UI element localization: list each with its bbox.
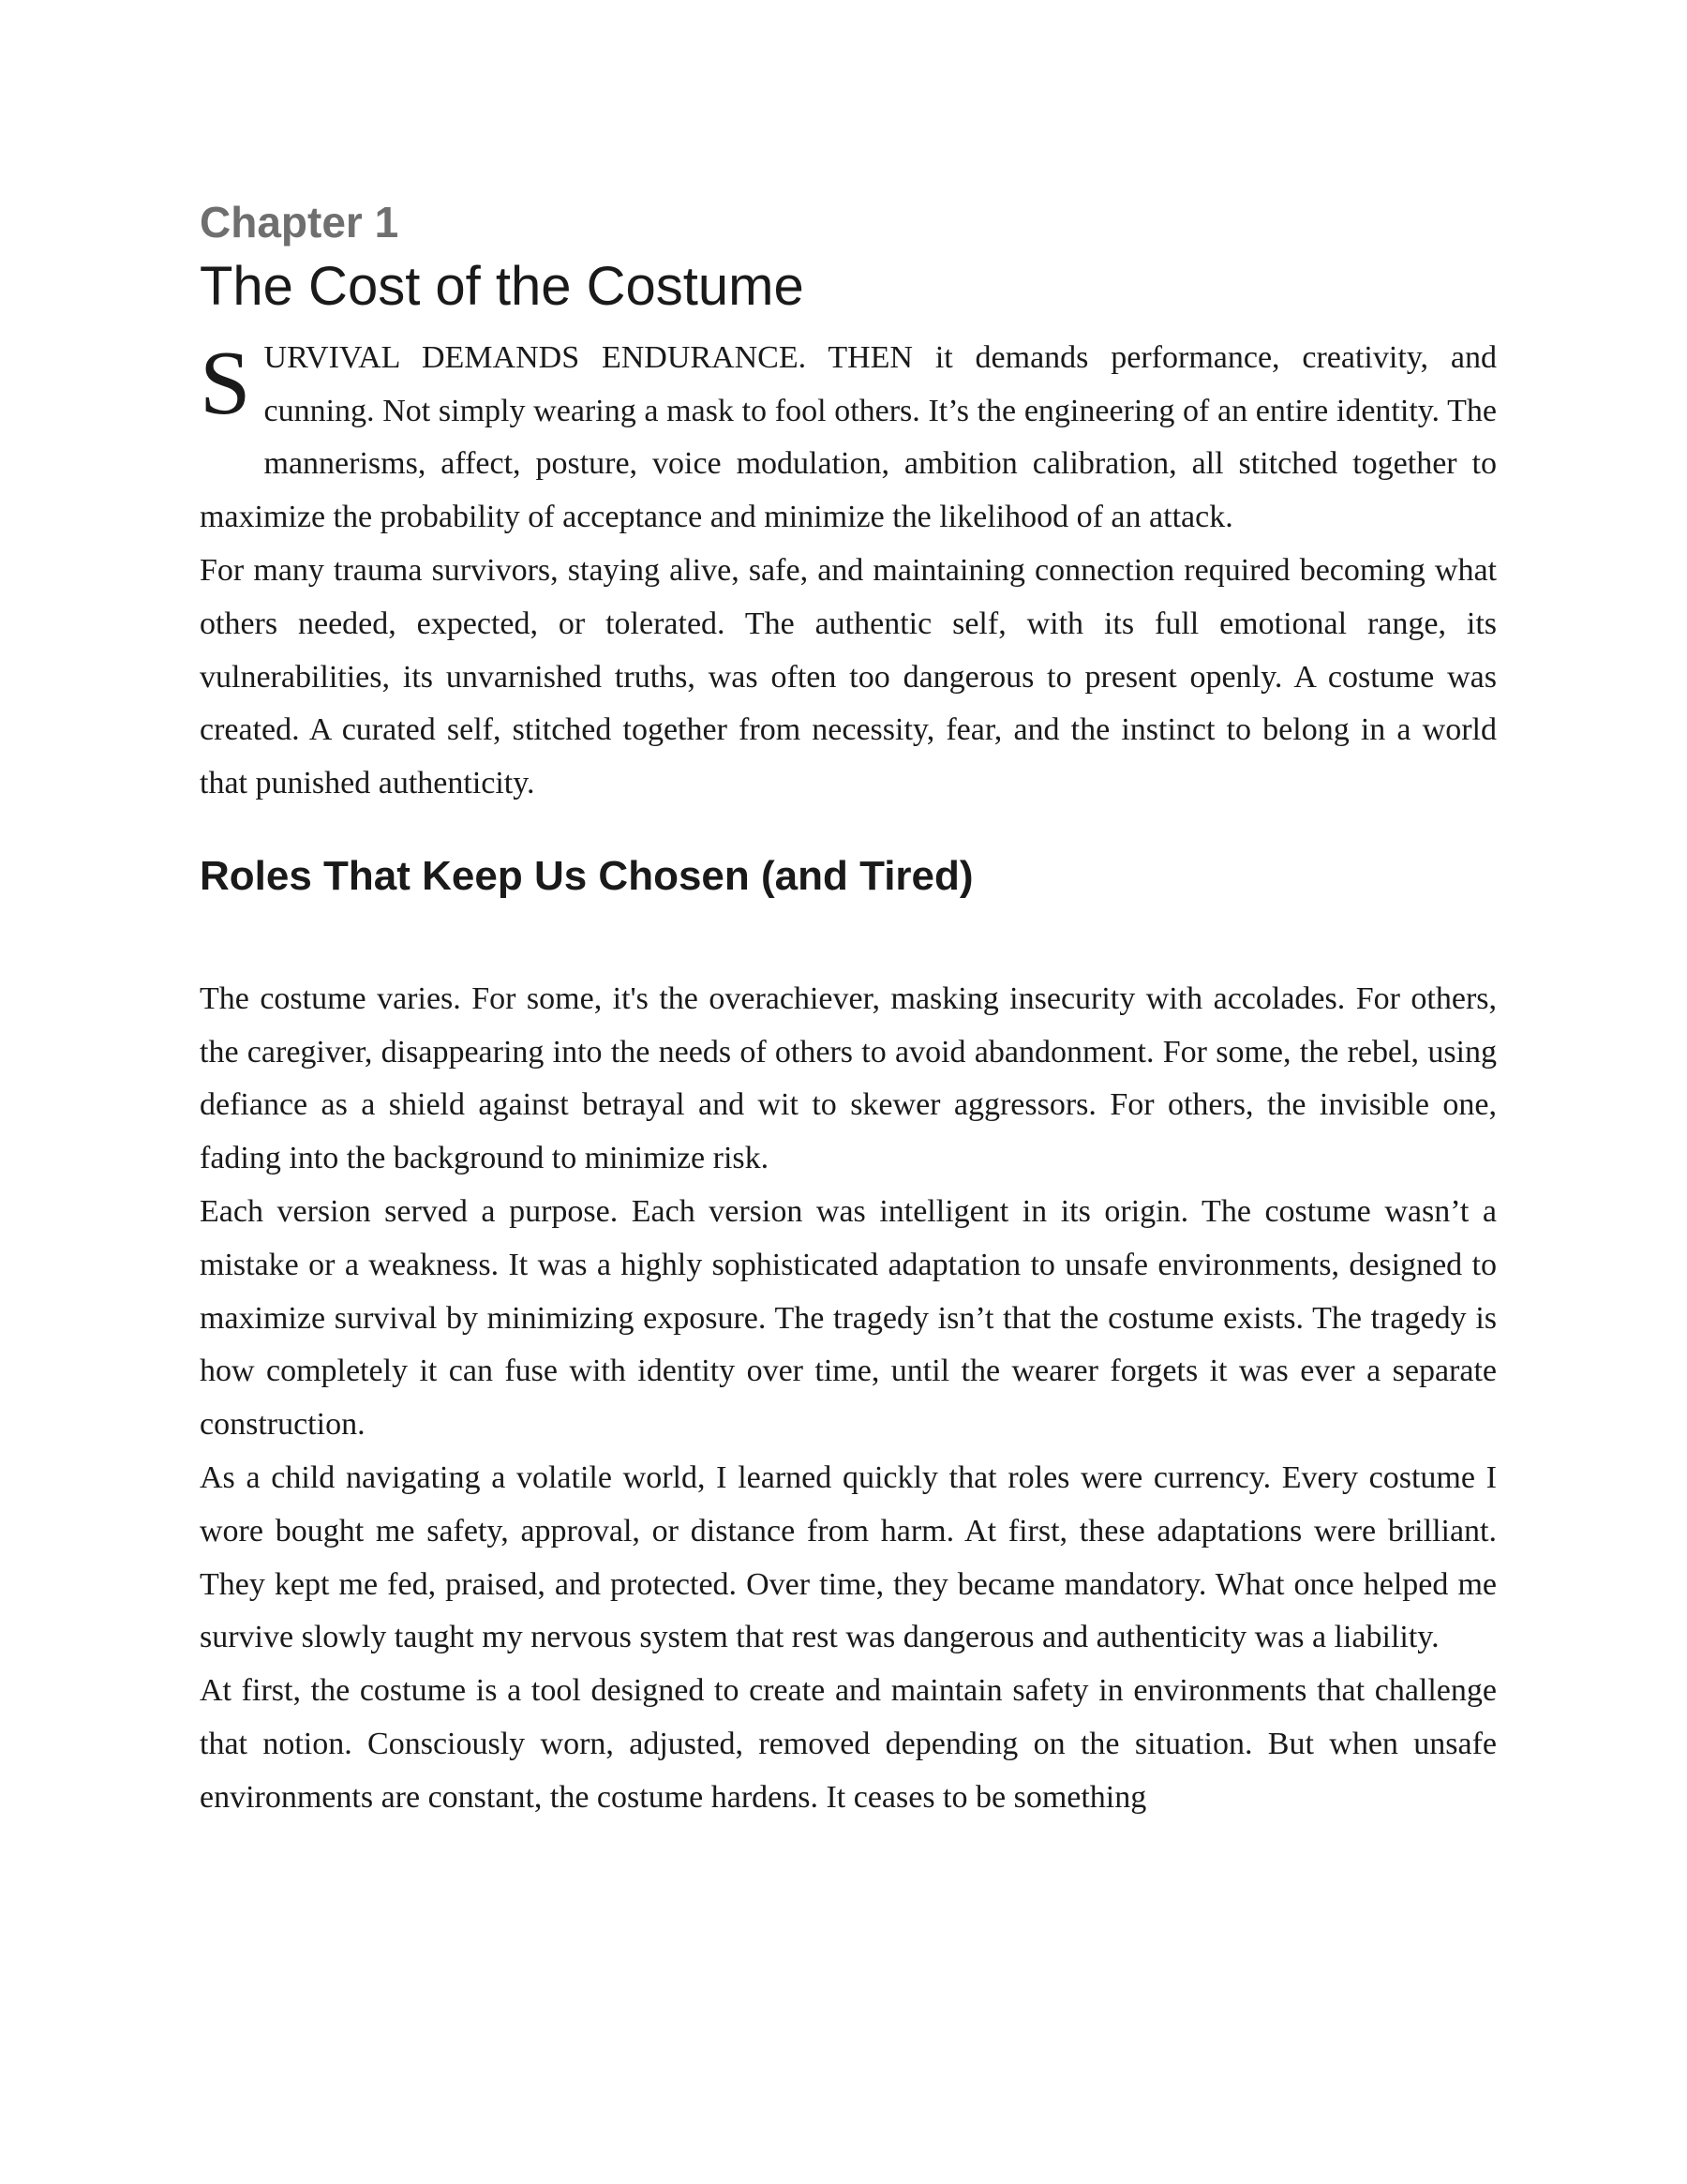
- body-paragraph: The costume varies. For some, it's the overachiever, masking insecurity with accolades. For others, the caregiver, disappearing into the needs of others to avoid abandonment. For some, the rebel, using defiance as a shield against betrayal and wit to skewer aggressors. For others, the invisible one, fading into the background to minimize risk.: [200, 980, 1497, 1176]
- body-paragraph: As a child navigating a volatile world, I learned quickly that roles were currency. Every costume I wore bought me safety, approval, or distance from harm. At first, these adaptations were brilliant. They kept me fed, praised, and protected. Over time, they became mandatory. What once helped me survive slowly taught my nervous system that rest was dangerous and authenticity was a liability.: [200, 1460, 1497, 1655]
- section-heading: Roles That Keep Us Chosen (and Tired): [200, 853, 974, 900]
- body-paragraph: For many trauma survivors, staying alive, safe, and maintaining connection required becoming what others needed, expected, or tolerated. The authentic self, with its full emotional range, its vulnerabilities, its unvarnished truths, was often too dangerous to present openly. A costume was created. A curated self, stitched together from necessity, fear, and the instinct to belong in a world that punished authenticity.: [200, 553, 1497, 801]
- drop-cap: S: [200, 332, 251, 434]
- intro-paragraph: [200, 332, 1497, 545]
- chapter-label: Chapter 1: [200, 198, 399, 247]
- body-paragraph: At first, the costume is a tool designed to create and maintain safety in environments that challenge that notion. Consciously worn, adjusted, removed depending on the situation. But when unsafe environments are constant, the costume hardens. It ceases to be something: [200, 1673, 1497, 1815]
- document-page: [200, 197, 1497, 1825]
- body-paragraph: Each version served a purpose. Each version was intelligent in its origin. The costume wasn’t a mistake or a weakness. It was a highly sophisticated adaptation to unsafe environments, designed to maximize survival by minimizing exposure. The tragedy isn’t that the costume exists. The tragedy is how completely it can fuse with identity over time, until the wearer forgets it was ever a separate construction.: [200, 1194, 1497, 1443]
- chapter-title: The Cost of the Costume: [200, 256, 804, 318]
- intro-paragraph-text: URVIVAL DEMANDS ENDURANCE. THEN it demands performance, creativity, and cunning. Not simply wearing a mask to fool others. It’s the engineering of an entire identity. The mannerisms, affect, posture, voice modulation, ambition calibration, all stitched together to maximize the probability of acceptance and minimize the likelihood of an attack.: [200, 339, 1497, 535]
